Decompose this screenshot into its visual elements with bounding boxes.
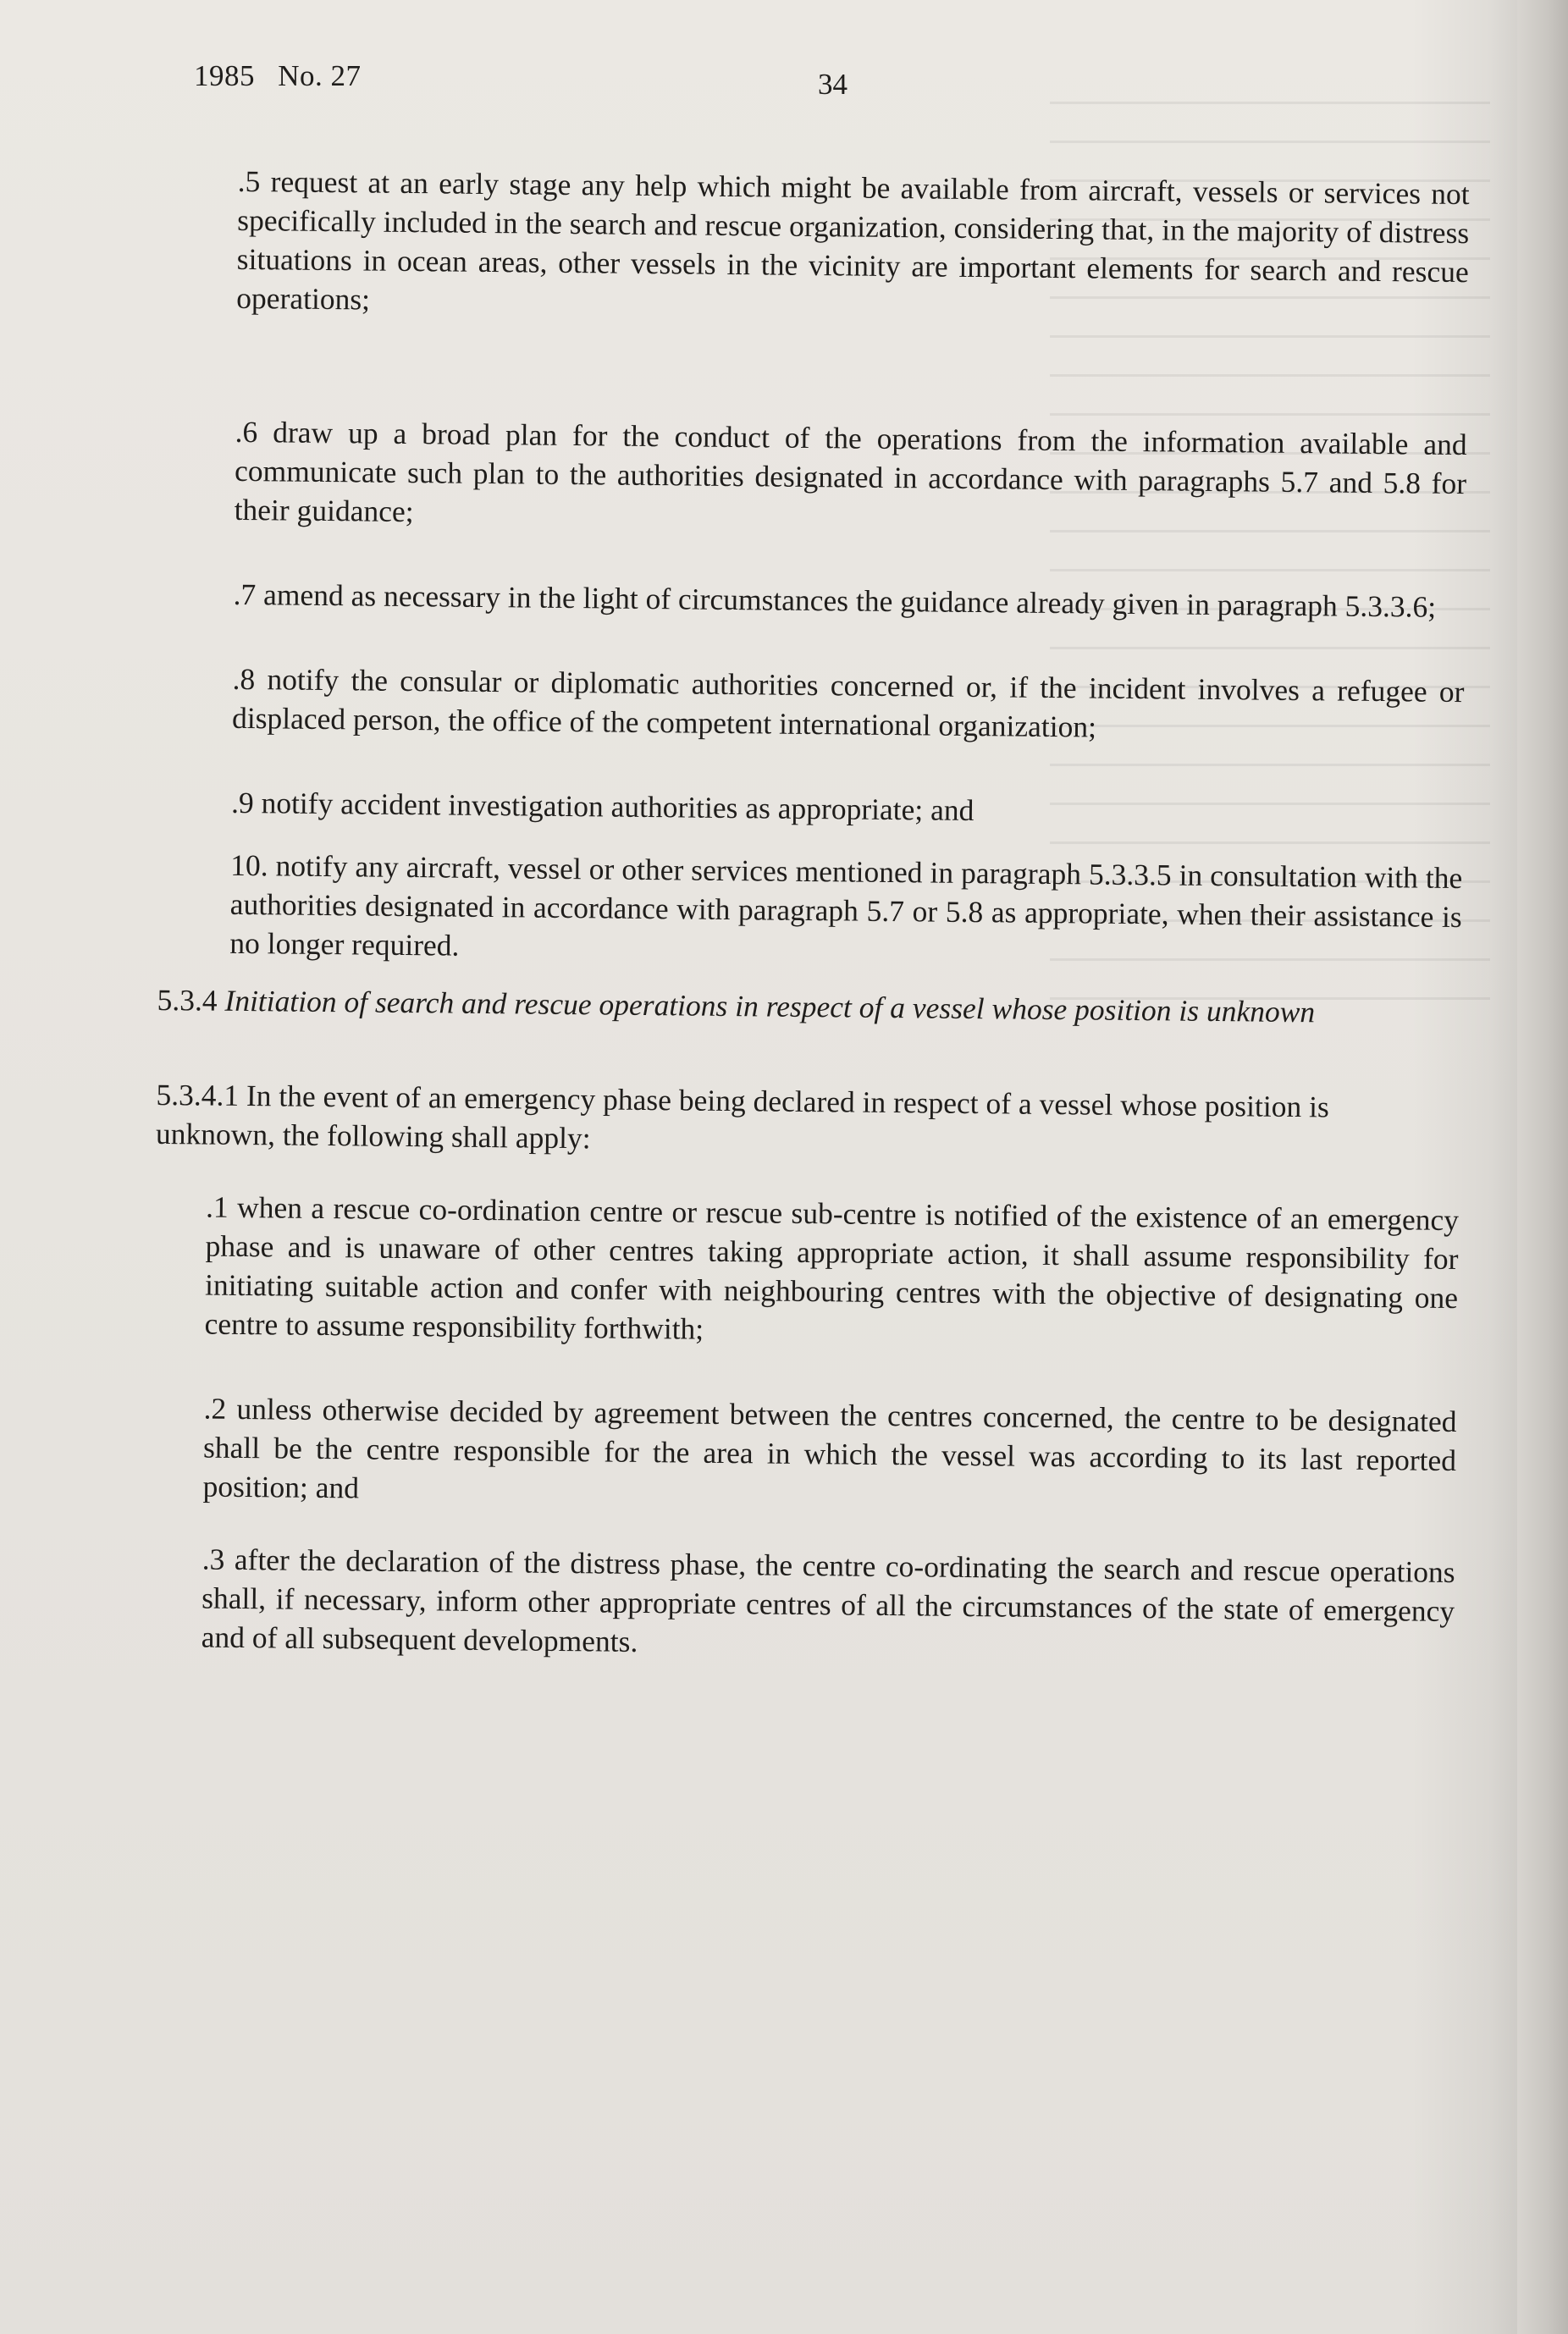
page-number: 34	[818, 68, 847, 101]
running-header	[194, 59, 362, 93]
list-item-6: .6 draw up a broad plan for the conduct of the operations from the information available and communicate such plan to the authorities designated in accordance with paragraphs 5.7 and 5.8 for their guidance;	[234, 414, 1467, 529]
section-title: Initiation of search and rescue operations in respect of a vessel whose position is unknown	[224, 983, 1316, 1029]
page-edge-shadow	[1517, 0, 1568, 2334]
list-item-5: .5 request at an early stage any help which might be available from aircraft, vessels or services not specifically included in the search and rescue organization, considering that, in the majority of distress situations in ocean areas, other vessels in the vicinity are important elements for search and rescue operations;	[236, 163, 1470, 317]
sub-item-3: .3 after the declaration of the distress phase, the centre co-ordinating the search and rescue operations shall, if necessary, inform other appropriate centres of all the circumstances of the state of emergency and of all subsequent developments.	[201, 1542, 1455, 1658]
section-heading	[157, 980, 1444, 1033]
list-item-10: 10. notify any aircraft, vessel or other services mentioned in paragraph 5.3.3.5 in consultation with the authorities designated in accordance with paragraph 5.7 or 5.8 as appropriate, when their assistance is no longer required.	[229, 847, 1463, 963]
document-body	[151, 161, 1470, 1669]
header-issue: No. 27	[278, 59, 362, 92]
header-year: 1985	[194, 59, 255, 92]
sub-item-1: .1 when a rescue co-ordination centre or rescue sub-centre is notified of the existence of an emergency phase and is unaware of other centres taking appropriate action, it shall assume responsibility for initiating suitable action and confer with neighbouring centres with the objective of designating one centre to assume responsibility forthwith;	[204, 1189, 1460, 1346]
list-item-9: .9 notify accident investigation authorities as appropriate; and	[230, 785, 974, 828]
list-item-7: .7 amend as necessary in the light of circumstances the guidance already given in paragraph 5.3.3.6;	[233, 577, 1437, 624]
sub-item-2: .2 unless otherwise decided by agreement between the centres concerned, the centre to be designated shall be the centre responsible for the area in which the vessel was according to its last reported position; and	[202, 1391, 1457, 1505]
list-item-8: .8 notify the consular or diplomatic authorities concerned or, if the incident involves a refugee or displaced person, the office of the competent international organization;	[231, 661, 1465, 744]
intro-paragraph: 5.3.4.1 In the event of an emergency phase being declared in respect of a vessel whose position is unknown, the following shall apply:	[155, 1077, 1329, 1156]
section-number: 5.3.4	[157, 982, 218, 1018]
